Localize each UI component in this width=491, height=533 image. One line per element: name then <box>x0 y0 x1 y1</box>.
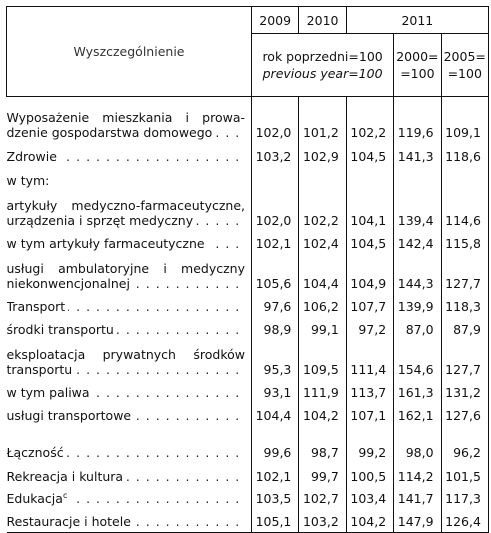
value-cell: 99,6 <box>252 426 299 463</box>
value-cell: 127,7 <box>441 254 488 294</box>
value-cell: 104,4 <box>252 403 299 426</box>
table-row <box>7 191 489 231</box>
value-cell: 106,2 <box>299 294 346 317</box>
row-label-text: usługi transportowe <box>6 408 132 423</box>
table-row <box>7 340 489 380</box>
value-cell: 162,1 <box>394 403 441 426</box>
value-cell: 154,6 <box>394 340 441 380</box>
table-row <box>7 426 489 463</box>
base-2000-header <box>394 34 441 97</box>
year-header-2009: 2009 <box>252 7 299 34</box>
value-cell: 127,7 <box>441 340 488 380</box>
value-cell: 115,8 <box>441 231 488 254</box>
table-row <box>7 487 489 509</box>
row-label-text: Zdrowie <box>6 149 57 164</box>
row-label <box>7 167 252 191</box>
value-cell: 97,2 <box>346 317 393 340</box>
value-cell <box>394 167 441 191</box>
value-cell: 119,6 <box>394 97 441 144</box>
value-cell: 113,7 <box>346 380 393 403</box>
value-cell: 142,4 <box>394 231 441 254</box>
value-cell: 102,2 <box>299 191 346 231</box>
row-label-text: Edukacja <box>6 491 63 506</box>
table-row <box>7 97 489 144</box>
table-row <box>7 403 489 426</box>
value-cell: 104,2 <box>299 403 346 426</box>
value-cell: 118,6 <box>441 143 488 167</box>
table-row <box>7 143 489 167</box>
row-label-text: w tym: <box>6 173 50 188</box>
value-cell: 104,2 <box>346 509 393 532</box>
base-previous-year-en: previous year=100 <box>262 66 383 81</box>
value-cell: 104,9 <box>346 254 393 294</box>
row-label <box>7 340 252 380</box>
row-label <box>7 463 252 487</box>
row-label <box>7 254 252 294</box>
value-cell: 101,2 <box>299 97 346 144</box>
value-cell: 118,3 <box>441 294 488 317</box>
table-row <box>7 254 489 294</box>
row-label <box>7 143 252 167</box>
table-row <box>7 231 489 254</box>
value-cell: 117,3 <box>441 487 488 509</box>
value-cell: 114,6 <box>441 191 488 231</box>
row-label-text: artykuły medyczno-farmaceutyczne, <box>6 198 245 213</box>
row-label <box>7 97 252 144</box>
value-cell: 109,5 <box>299 340 346 380</box>
value-cell <box>252 167 299 191</box>
value-cell: 99,2 <box>346 426 393 463</box>
value-cell: 102,2 <box>346 97 393 144</box>
value-cell: 98,7 <box>299 426 346 463</box>
value-cell: 101,5 <box>441 463 488 487</box>
base-2000-line2: =100 <box>400 66 435 81</box>
value-cell: 103,2 <box>299 509 346 532</box>
value-cell <box>299 167 346 191</box>
table-row <box>7 317 489 340</box>
value-cell: 109,1 <box>441 97 488 144</box>
row-label-text: Transport <box>6 299 66 314</box>
value-cell: 87,9 <box>441 317 488 340</box>
value-cell: 141,7 <box>394 487 441 509</box>
value-cell: 104,5 <box>346 143 393 167</box>
value-cell: 111,9 <box>299 380 346 403</box>
value-cell: 104,5 <box>346 231 393 254</box>
table-row <box>7 167 489 191</box>
value-cell: 141,3 <box>394 143 441 167</box>
value-cell: 139,4 <box>394 191 441 231</box>
value-cell: 102,0 <box>252 97 299 144</box>
price-index-table <box>6 6 489 533</box>
value-cell: 105,6 <box>252 254 299 294</box>
row-label <box>7 317 252 340</box>
value-cell: 99,1 <box>299 317 346 340</box>
row-label-text: niekonwencjonalnej <box>7 276 133 291</box>
row-label <box>7 509 252 532</box>
value-cell: 95,3 <box>252 340 299 380</box>
base-2005-line1: 2005= <box>443 49 486 64</box>
value-cell: 161,3 <box>394 380 441 403</box>
row-label <box>7 380 252 403</box>
value-cell: 127,6 <box>441 403 488 426</box>
value-cell: 97,6 <box>252 294 299 317</box>
value-cell: 104,4 <box>299 254 346 294</box>
base-2005-line2: =100 <box>447 66 482 81</box>
value-cell: 102,0 <box>252 191 299 231</box>
value-cell: 126,4 <box>441 509 488 532</box>
table-body <box>7 97 489 533</box>
row-label <box>7 426 252 463</box>
row-label-text: Wyposażenie mieszkania i prowa- <box>6 110 245 125</box>
value-cell: 147,9 <box>394 509 441 532</box>
value-cell: 104,1 <box>346 191 393 231</box>
row-label-text: urządzenia i sprzęt medyczny <box>7 213 197 228</box>
row-label-text: w tym artykuły farmaceutyczne <box>6 236 205 251</box>
row-label-text: transportu <box>7 362 76 377</box>
value-cell: 102,7 <box>299 487 346 509</box>
value-cell: 102,1 <box>252 231 299 254</box>
value-cell: 87,0 <box>394 317 441 340</box>
value-cell: 103,4 <box>346 487 393 509</box>
value-cell: 102,4 <box>299 231 346 254</box>
row-label <box>7 294 252 317</box>
value-cell <box>346 167 393 191</box>
value-cell: 107,1 <box>346 403 393 426</box>
row-label <box>7 231 252 254</box>
row-label-text: Rekreacja i kultura <box>6 469 124 484</box>
value-cell: 114,2 <box>394 463 441 487</box>
row-label-text: Restauracje i hotele <box>6 513 131 529</box>
value-cell: 144,3 <box>394 254 441 294</box>
row-label-text: dzenie gospodarstwa domowego <box>7 125 216 140</box>
row-label <box>7 487 252 509</box>
value-cell: 100,5 <box>346 463 393 487</box>
value-cell: 93,1 <box>252 380 299 403</box>
base-2005-header <box>441 34 488 97</box>
value-cell <box>441 167 488 191</box>
row-label-text: usługi ambulatoryjne i medyczny <box>6 261 245 276</box>
value-cell: 131,2 <box>441 380 488 403</box>
base-previous-year-header <box>252 34 394 97</box>
value-cell: 102,1 <box>252 463 299 487</box>
value-cell: 103,2 <box>252 143 299 167</box>
value-cell: 98,0 <box>394 426 441 463</box>
value-cell: 111,4 <box>346 340 393 380</box>
row-label <box>7 191 252 231</box>
base-2000-line1: 2000= <box>396 49 439 64</box>
table-row <box>7 294 489 317</box>
table-row <box>7 380 489 403</box>
footnote-marker: c <box>62 491 68 500</box>
price-index-table-container <box>6 6 488 529</box>
table-row <box>7 463 489 487</box>
year-header-2011: 2011 <box>346 7 488 34</box>
table-row <box>7 509 489 532</box>
value-cell: 105,1 <box>252 509 299 532</box>
column-header-label: Wyszczególnienie <box>7 7 252 97</box>
value-cell: 99,7 <box>299 463 346 487</box>
year-header-2010: 2010 <box>299 7 346 34</box>
row-label-text: Łączność <box>6 445 64 460</box>
row-label-text: eksploatacja prywatnych środków <box>6 347 245 362</box>
row-label-text: w tym paliwa <box>6 385 90 400</box>
value-cell: 107,7 <box>346 294 393 317</box>
value-cell: 139,9 <box>394 294 441 317</box>
row-label <box>7 403 252 426</box>
row-label-text: środki transportu <box>6 322 114 337</box>
value-cell: 96,2 <box>441 426 488 463</box>
value-cell: 102,9 <box>299 143 346 167</box>
value-cell: 98,9 <box>252 317 299 340</box>
value-cell: 103,5 <box>252 487 299 509</box>
base-previous-year-pl: rok poprzedni=100 <box>262 49 383 64</box>
